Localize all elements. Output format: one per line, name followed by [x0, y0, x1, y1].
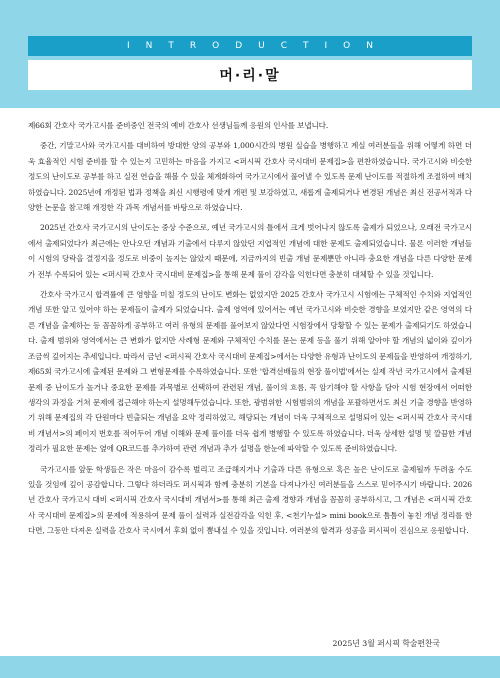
intro-label: INTRODUCTION: [127, 41, 389, 51]
paragraph-intro: 중간, 기말고사와 국가고시를 대비하여 방대한 양의 공부와 1,000시간의 병원 실습을 병행하고 계실 여러분들을 위해 어떻게 하면 더욱 효율적인 시험 준비를 할 수 있는지 고민하는 마음을 가지고 <퍼시픽 간호사 국시대비 문제집>을 편찬하였습니다. 국가고시와 비슷한 정도의 난이도로 공부를 하고 실전 연습을 해볼 수 있을 체계화하여 국가고시에서 풀어낼 수 있도록 문제 난이도를 적절하게 조절하여 배치하였습니다. 2025년에 개정된 법과 정책을 최신 시행령에 맞게 개편 및 보강하였고, 새롭게 출제되거나 변경된 개념은 최신 전공서적과 다양한 논문을 참고해 개정한 각 과목 개념서를 바탕으로 하였습니다.: [28, 141, 472, 213]
page-title: 머·리·말: [219, 68, 281, 84]
paragraph-closing: 국가고시를 앞둔 학생들은 작은 마음이 감수록 벌리고 조급해지거나 기출과 다른 유형으로 혹은 높은 난이도로 출제될까 두려움 수도 있을 것임에 깊이 공감합니다. 그렇다 하더라도 퍼시픽과 함께 충분히 기본을 다져나가신 여러분들을 스스로 믿어주시기 바랍니다. 2026년 간호사 국가고시 대비 <퍼시픽 간호사 국시대비 개념서>를 통해 최근 출제 경향과 개념을 꼼꼼히 공부하시고, 그 개념은 <퍼시픽 간호사 국시대비 문제집>의 문제에 적용하여 문제 풀이 실력과 실전감각을 익힌 후, <천기누설> mini book으로 틈틈이 놓친 개념 정리를 한다면, 그동안 다져온 실력을 간호사 국시에서 후회 없이 뽐내실 수 있을 것입니다. 여러분의 합격과 성공을 퍼시픽이 진심으로 응원합니다.: [28, 464, 472, 536]
title-box: [28, 60, 472, 90]
signature: 2025년 3월 퍼시픽 학술편찬국: [332, 639, 440, 648]
wave-border: [0, 92, 500, 112]
paragraph-difficulty: 2025년 간호사 국가고시의 난이도는 중상 수준으로, 예년 국가고시의 틀에서 크게 벗어나지 않도록 출제가 되었으나, 오래전 국가고시에서 출제되었다가 최근에는 안나오던 개념과 기출에서 다루지 않았던 지엽적인 개념에 대한 문제도 출제되었습니다. 물론 이러한 개념들이 시험의 당락을 결정지을 정도로 비중이 높지는 않았지 때문에, 지금까지의 빈출 개념 문제뿐만 아니라 충요한 개념을 다른 다양한 문제가 전부 수록되어 있는 <퍼시픽 간호사 국시대비 문제집>을 통해 문제 풀이 감각을 익힌다면 충분히 대체할 수 있을 것입니다.: [28, 223, 472, 279]
intro-bar: [28, 36, 472, 56]
footer-band: [0, 656, 500, 678]
paragraph-greeting: 제66회 간호사 국가고시를 준비중인 전국의 예비 간호사 선생님들께 응원의 인사를 보냅니다.: [28, 121, 329, 130]
paragraph-trend: 간호사 국가고시 합격률에 큰 영향을 미칠 정도의 난이도 변화는 없었지만 2025 간호사 국가고시 시험에는 구체적인 수치와 지엽적인 개념 또한 알고 있어야 하는 문제들이 출제가 되었습니다. 출제 영역에 있어서는 예년 국가고시와 비슷한 경향을 보였지만 같은 영역의 다른 개념을 출제하는 등 꼼꼼하게 공부하고 여러 유형의 문제를 풀어보지 않았다면 시험장에서 당황할 수 있는 문제가 출제되기도 하였습니다. 출제 범위와 영역에서는 큰 변화가 없지만 사례형 문제와 구체적인 수치를 묻는 문제 등을 풀기 위해 알아야 할 개념의 넓이와 깊이가 조금씩 깊어지는 추세입니다. 따라서 금년 <퍼시픽 간호사 국시대비 문제집>에서는 다양한 유형과 난이도의 문제들을 반영하여 개정하기, 제65회 국가고시에 출제된 문제와 그 변형문제를 수록하였습니다. 또한 '합격선배들의 현장 풀이법'에서는 실제 작년 국가고시에서 출제된 문제 중 난이도가 높거나 중요한 문제를 과목별로 선택하여 관련된 개념, 풀이의 흐름, 꼭 암기해야 할 사항을 담아 시험 현장에서 어떠한 생각의 과정을 거쳐 문제에 접근해야 하는지 설명해두었습니다. 또한, 광범위한 시험범위의 개념을 포괄하면서도 최신 기출 경향을 반영하기 위해 문제집의 각 단원마다 빈출되는 개념을 요약 정리하였고, 해당되는 개념이 더욱 구체적으로 설명되어 있는 <퍼시픽 간호사 국시대비 개념서>의 페이지 번호를 적어두어 개념 이해와 문제 풀이를 더욱 쉽게 병행할 수 있도록 하였습니다. 더욱 상세한 설명 및 깔끔한 개념 정리가 필요한 문제는 옆에 QR코드를 추가하여 관련 개념과 추가 설명을 한눈에 파악할 수 있도록 준비하였습니다.: [28, 290, 472, 454]
body-text: [28, 118, 472, 544]
